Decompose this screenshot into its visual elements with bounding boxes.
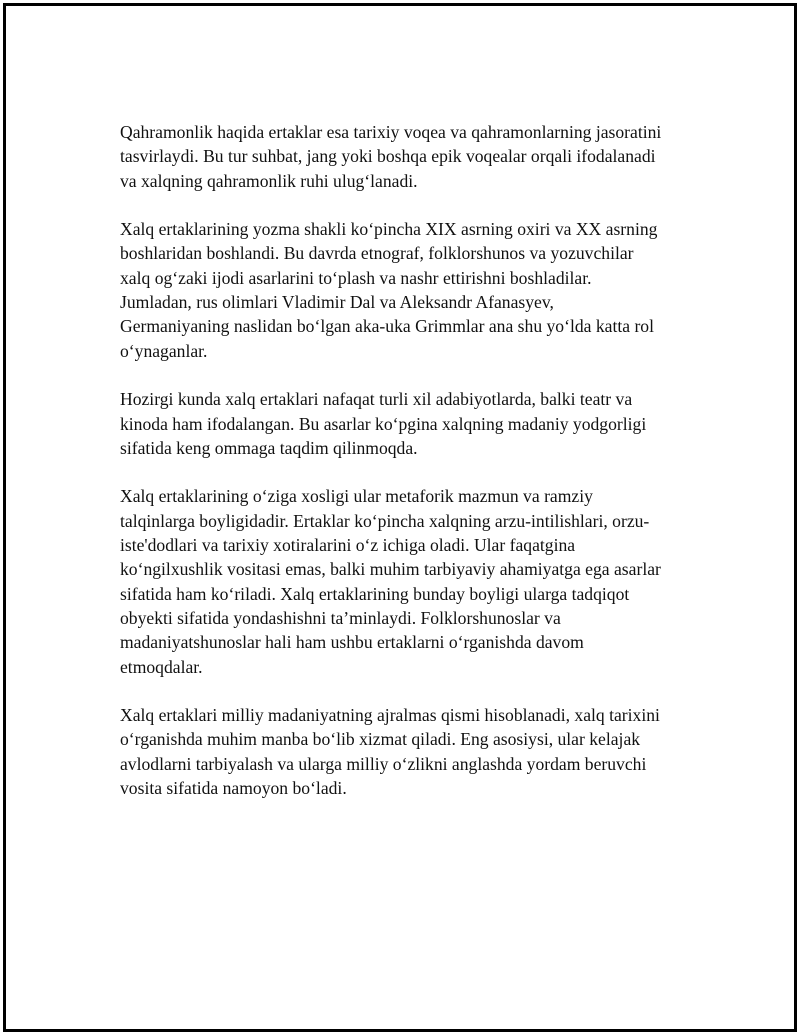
paragraph-line: sifatida ham ko‘riladi. Xalq ertaklarining bunday boyligi ularga tadqiqot <box>120 583 630 604</box>
paragraph-line: madaniyatshunoslar hali ham ushbu ertaklarni o‘rganishda davom <box>120 632 584 653</box>
paragraph-line: Germaniyaning naslidan bo‘lgan aka-uka Grimmlar ana shu yo‘lda katta rol <box>120 316 654 337</box>
paragraph-line: Xalq ertaklarining yozma shakli ko‘pincha XIX asrning oxiri va XX asrning <box>120 219 658 240</box>
paragraph-line: etmoqdalar. <box>120 656 203 677</box>
paragraph-line: Xalq ertaklari milliy madaniyatning ajralmas qismi hisoblanadi, xalq tarixini <box>120 705 660 726</box>
paragraph-line: Xalq ertaklarining o‘ziga xosligi ular metaforik mazmun va ramziy <box>120 486 593 507</box>
paragraph-line: va xalqning qahramonlik ruhi ulug‘lanadi. <box>120 170 418 191</box>
paragraph-line: o‘rganishda muhim manba bo‘lib xizmat qiladi. Eng asosiysi, ular kelajak <box>120 729 641 750</box>
paragraph-line: ko‘ngilxushlik vositasi emas, balki muhim tarbiyaviy ahamiyatga ega asarlar <box>120 559 661 580</box>
paragraph-line: Jumladan, rus olimlari Vladimir Dal va Aleksandr Afanasyev, <box>120 292 554 313</box>
paragraph-line: Hozirgi kunda xalq ertaklari nafaqat turli xil adabiyotlarda, balki teatr va <box>120 389 633 410</box>
paragraph-line: obyekti sifatida yondashishni ta’minlaydi. Folklorshunoslar va <box>120 607 561 628</box>
paragraph-line: avlodlarni tarbiyalash va ularga milliy o‘zlikni anglashda yordam beruvchi <box>120 753 647 774</box>
paragraph-line: talqinlarga boyligidadir. Ertaklar ko‘pincha xalqning arzu-intilishlari, orzu- <box>120 510 650 531</box>
paragraph-line: xalq og‘zaki ijodi asarlarini to‘plash va nashr ettirishni boshladilar. <box>120 267 592 288</box>
paragraph-1 <box>120 120 700 193</box>
paragraph-2 <box>120 217 700 363</box>
paragraph-line: kinoda ham ifodalangan. Bu asarlar ko‘pgina xalqning madaniy yodgorligi <box>120 413 647 434</box>
paragraph-4 <box>120 484 700 678</box>
paragraph-3 <box>120 387 700 460</box>
paragraph-line: Qahramonlik haqida ertaklar esa tarixiy voqea va qahramonlarning jasoratini <box>120 122 662 142</box>
paragraph-line: tasvirlaydi. Bu tur suhbat, jang yoki boshqa epik voqealar orqali ifodalanadi <box>120 146 656 167</box>
paragraph-line: o‘ynaganlar. <box>120 340 208 361</box>
paragraph-line: vosita sifatida namoyon bo‘ladi. <box>120 778 347 799</box>
paragraph-line: iste'dodlari va tarixiy xotiralarini o‘z ichiga oladi. Ular faqatgina <box>120 535 576 556</box>
paragraph-5 <box>120 703 700 800</box>
paragraph-line: boshlaridan boshlandi. Bu davrda etnograf, folklorshunos va yozuvchilar <box>120 243 634 264</box>
paragraph-line: sifatida keng ommaga taqdim qilinmoqda. <box>120 437 418 458</box>
page-frame <box>3 3 797 1032</box>
document-body <box>120 120 700 825</box>
